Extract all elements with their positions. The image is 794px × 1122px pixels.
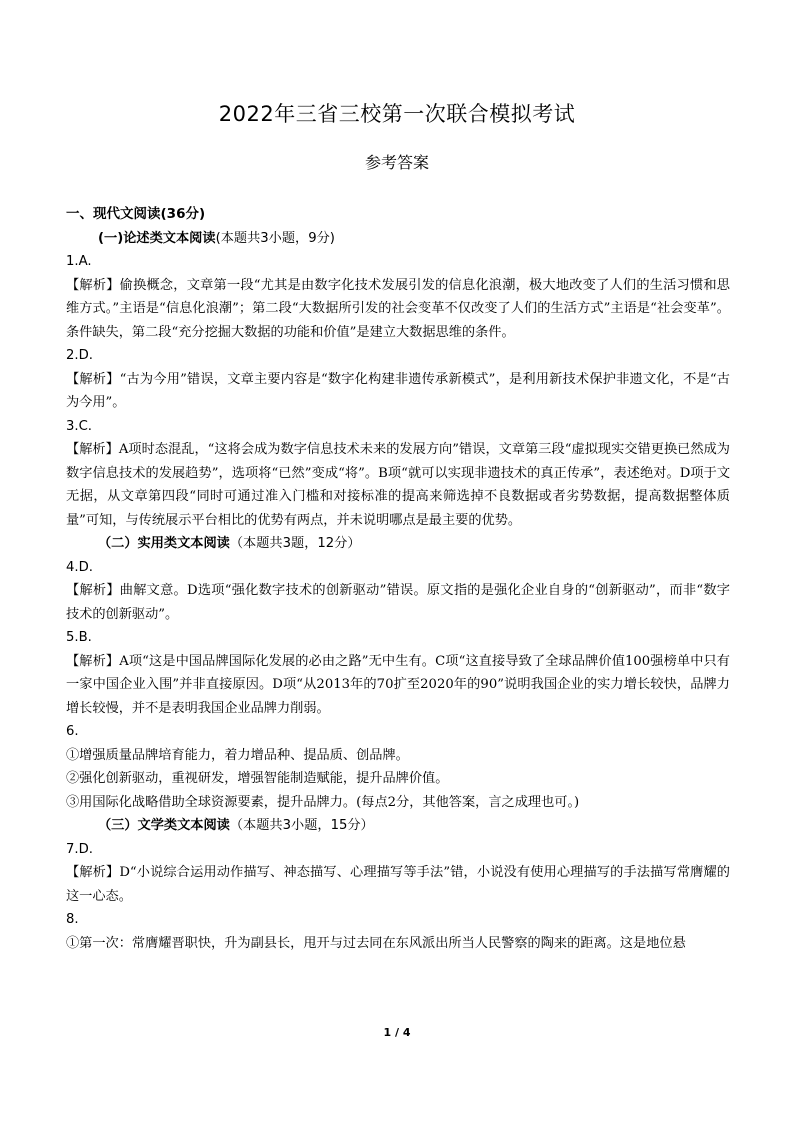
answer-point: ①第一次：常膺耀晋职快，升为副县长，甩开与过去同在东风派出所当人民警察的陶来的距离。这是地位悬 <box>66 935 686 951</box>
answer-point: ②强化创新驱动，重视研发，增强智能制造赋能，提升品牌价值。 <box>66 771 449 786</box>
subsection-note: （本题共3小题，15分） <box>229 818 374 833</box>
question-analysis: 【解析】A项“这是中国品牌国际化发展的必由之路”无中生有。C项“这直接导致了全球品牌价值100强榜单中只有一家中国企业入围”并非直接原因。D项“从2013年的70扩至2020年的90”说明我国企业的实力增长较快，品牌力增长较慢，并不是表明我国企业品牌力削弱。 <box>66 653 730 716</box>
question-analysis: 【解析】A项时态混乱，“这将会成为数字信息技术未来的发展方向”错误，文章第三段“虚拟现实交错更换已然成为数字信息技术的发展趋势”，选项将“已然”变成“将”。B项“就可以实现非遗技术的真正传承”，表述绝对。D项于文无据，从文章第四段“同时可通过准入门槛和对接标准的提高来筛选掉不良数据或者劣势数据，提高数据整体质量”可知，与传统展示平台相比的优势有两点，并未说明哪点是最主要的优势。 <box>66 442 730 528</box>
question-analysis: 【解析】“古为今用”错误，文章主要内容是“数字化构建非遗传承新模式”，是利用新技术保护非遗文化，不是“古为今用”。 <box>66 371 730 410</box>
answer-point: ③用国际化战略借助全球资源要素，提升品牌力。(每点2分，其他答案，言之成理也可。) <box>66 794 580 810</box>
question-answer: 8. <box>66 912 79 927</box>
subsection-heading <box>66 814 730 838</box>
subsection-note: (本题共3小题，9分) <box>215 230 335 246</box>
subsection-heading <box>66 532 730 556</box>
section-heading: 一、现代文阅读(36分) <box>66 206 206 222</box>
subsection-note: （本题共3题，12分） <box>229 536 361 551</box>
subsection-title: (一)论述类文本阅读 <box>98 230 216 246</box>
question-answer: 6. <box>66 724 79 739</box>
subsection-title: （二）实用类文本阅读 <box>98 536 230 551</box>
document-title: 2022年三省三校第一次联合模拟考试 <box>218 102 576 126</box>
question-analysis: 【解析】D“小说综合运用动作描写、神态描写、心理描写等手法”错，小说没有使用心理描写的手法描写常膺耀的这一心态。 <box>66 865 730 904</box>
page-number: 1 / 4 <box>383 1026 411 1039</box>
question-answer: 3.C. <box>66 418 92 434</box>
question-answer: 7.D. <box>66 841 93 857</box>
question-answer: 4.D. <box>66 559 93 575</box>
question-answer: 2.D. <box>66 348 93 363</box>
subsection-title: （三）文学类文本阅读 <box>98 818 230 833</box>
document-subtitle: 参考答案 <box>364 153 429 172</box>
question-analysis: 【解析】曲解文意。D选项“强化数字技术的创新驱动”错误。原文指的是强化企业自身的“创新驱动”，而非“数字技术的创新驱动”。 <box>66 583 730 622</box>
question-answer: 1.A. <box>66 254 92 269</box>
question-analysis: 【解析】偷换概念，文章第一段“尤其是由数字化技术发展引发的信息化浪潮，极大地改变了人们的生活习惯和思维方式。”主语是“信息化浪潮”；第二段“大数据所引发的社会变革不仅改变了人们的生活方式”主语是“社会变革”。条件缺失，第二段“充分挖掘大数据的功能和价值”是建立大数据思维的条件。 <box>66 277 730 340</box>
question-answer: 5.B. <box>66 630 92 645</box>
answer-point: ①增强质量品牌培育能力，着力增品种、提品质、创品牌。 <box>66 747 409 763</box>
subsection-heading <box>66 227 730 251</box>
answer-content <box>66 203 730 955</box>
